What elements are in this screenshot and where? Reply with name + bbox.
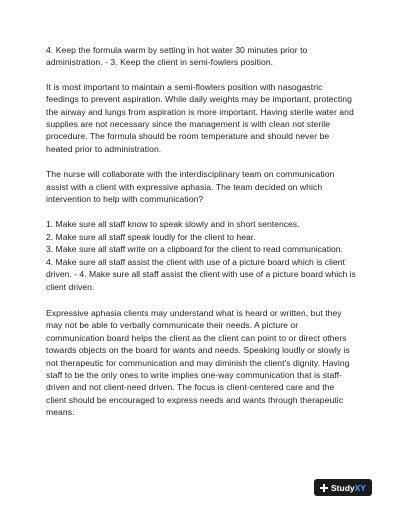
paragraph-rationale-feeding: It is most important to maintain a semi-flowlers position with nasogastric feedings to prevent aspiration. While daily weights may be important, protecting the airway and lungs from aspiration is more important. Having sterile water and supplies are not necessary since the management is with clean not sterile procedure. The formula should be room temperature and should never be heated prior to administration. bbox=[46, 81, 354, 154]
paragraph-formula-answer: 4. Keep the formula warm by setting in hot water 30 minutes prior to administration. - 3. Keep the client in semi-fowlers position. bbox=[46, 45, 308, 68]
studyxy-logo-badge[interactable] bbox=[314, 479, 372, 496]
answer-option: 2. Make sure all staff speak loudly for the client to hear. bbox=[46, 231, 256, 242]
answer-options-list bbox=[46, 218, 356, 292]
paragraph-rationale-aphasia: Expressive aphasia clients may understand what is heard or written, but they may not be able to verbally communicate their needs. A picture or communication board helps the client as the client can point to or direct others towards objects on the board for wants and needs. Speaking loudly or slowly is not therapeutic for communication and may diminish the client's dignity. Having staff to be the only ones to write implies one-way communication that is staff-driven and not client-need driven. The focus is client-centered care and the client should be encouraged to express needs and wants through therapeutic means. bbox=[46, 307, 350, 418]
answer-option: 3. Make sure all staff write on a clipboard for the client to read communication. bbox=[46, 244, 343, 255]
answer-option: 1. Make sure all staff know to speak slowly and in short sentences. bbox=[46, 219, 300, 230]
paragraph-question-aphasia: The nurse will collaborate with the interdisciplinary team on communication assist with a client with expressive aphasia. The team decided on which intervention to help with communication? bbox=[46, 169, 335, 205]
plus-icon bbox=[320, 484, 328, 492]
logo-text: StudyXY bbox=[331, 482, 366, 493]
answer-option: 4. Make sure all staff assist the client with use of a picture board which is client driven. - 4. Make sure all staff assist the client with use of a picture board which is client driven. bbox=[46, 256, 356, 292]
